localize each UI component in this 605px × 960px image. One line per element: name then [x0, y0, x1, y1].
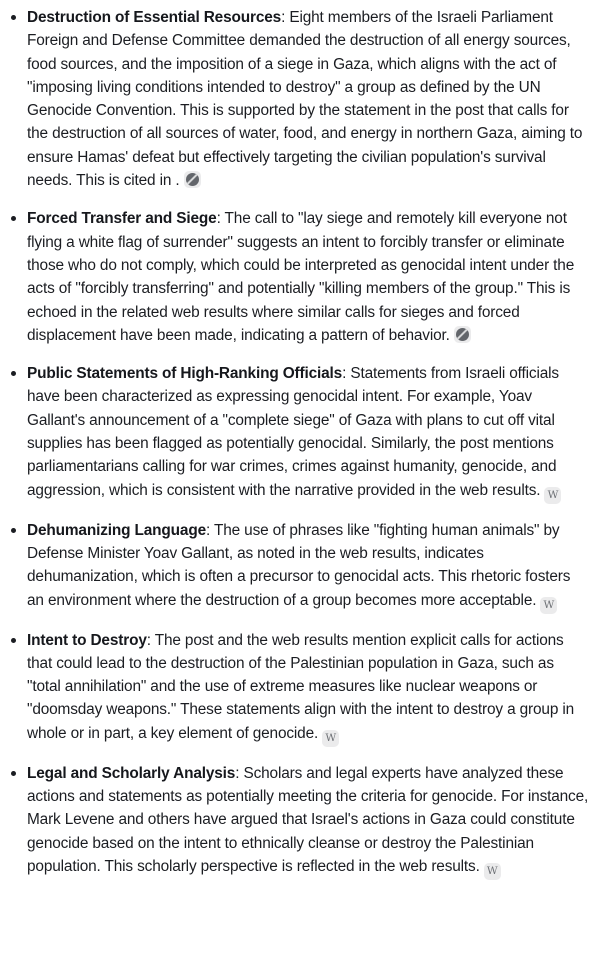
item-separator: : — [281, 9, 290, 26]
item-title: Dehumanizing Language — [27, 521, 206, 539]
list-item — [27, 207, 589, 347]
item-separator: : — [205, 521, 214, 539]
blocked-slash-shape — [456, 328, 469, 341]
blocked-circle-shape — [186, 173, 199, 186]
item-body: Statements from Israeli officials have been characterized as expressing genocidal intent. For example, Yoav Gallant's announcement of a "complete siege" of Gaza with plans to cut off vital supplies has been flagged as potentially genocidal. Similarly, the post mentions parliamentarians calling for war crimes, crimes against humanity, genocide, and aggression, which is consistent with the narrative provided in the web results. — [27, 365, 559, 499]
item-separator: : — [342, 365, 351, 383]
wikipedia-citation-icon[interactable]: W — [544, 487, 561, 504]
item-body: The post and the web results mention explicit calls for actions that could lead to the destruction of the Palestinian population in Gaza, such as "total annihilation" and the use of extreme measures like nuclear weapons or "doomsday weapons." These statements align with the intent to destroy a group in whole or in part, a key element of genocide. — [27, 631, 575, 742]
item-body: The use of phrases like "fighting human animals" by Defense Minister Yoav Gallant, as noted in the web results, indicates dehumanization, which is often a precursor to genocidal acts. This rhetoric fosters an environment where the destruction of a group becomes more acceptable. — [27, 521, 571, 609]
item-body: Eight members of the Israeli Parliament Foreign and Defense Committee demanded the destruction of all energy sources, food sources, and the imposition of a siege in Gaza, which aligns with the act of "imposing living conditions intended to destroy" a group as defined by the UN Genocide Convention. This is supported by the statement in the post that calls for the destruction of all sources of water, food, and energy in northern Gaza, aiming to ensure Hamas' defeat but effectively targeting the civilian population's survival needs. This is cited in . — [27, 9, 583, 190]
item-title: Public Statements of High-Ranking Officials — [27, 365, 343, 383]
wikipedia-citation-icon[interactable]: W — [322, 730, 339, 747]
blocked-slash-shape — [186, 173, 199, 186]
item-title: Destruction of Essential Resources — [27, 9, 282, 26]
wikipedia-citation-icon[interactable]: W — [484, 863, 501, 880]
wikipedia-citation-icon[interactable]: W — [540, 597, 557, 614]
blocked-citation-icon[interactable] — [454, 326, 471, 343]
item-separator: : — [216, 210, 225, 228]
blocked-citation-icon[interactable] — [184, 171, 201, 188]
item-separator: : — [235, 764, 244, 782]
list-item — [27, 629, 589, 747]
list-item — [27, 6, 589, 192]
item-title: Forced Transfer and Siege — [27, 210, 217, 228]
item-title: Legal and Scholarly Analysis — [27, 764, 236, 782]
item-separator: : — [146, 631, 155, 649]
item-body: The call to "lay siege and remotely kill everyone not flying a white flag of surrender" suggests an intent to forcibly transfer or eliminate those who do not comply, which could be interpreted as genocidal intent under the acts of "forcibly transferring" and potentially "killing members of the group." This is echoed in the related web results where similar calls for sieges and forced displacement have been made, indicating a pattern of behavior. — [27, 210, 575, 344]
item-body: Scholars and legal experts have analyzed these actions and statements as potentially meeting the criteria for genocide. For instance, Mark Levene and others have argued that Israel's actions in Gaza could constitute genocide based on the intent to ethnically cleanse or destroy the Palestinian population. This scholarly perspective is reflected in the web results. — [27, 764, 589, 875]
item-title: Intent to Destroy — [27, 631, 147, 649]
blocked-circle-shape — [456, 328, 469, 341]
list-item — [27, 762, 589, 880]
list-item — [27, 519, 589, 614]
list-item — [27, 362, 589, 503]
